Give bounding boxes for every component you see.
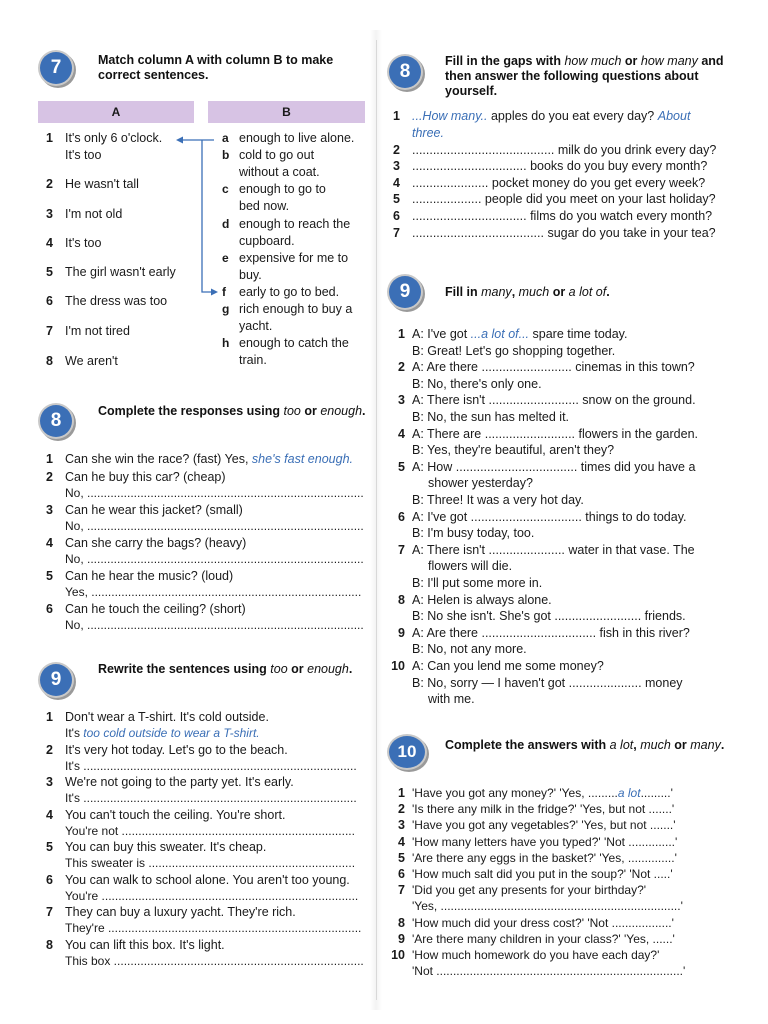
item-number: 4: [46, 807, 53, 822]
column-b-text: train.: [239, 353, 267, 367]
item-number: 2: [46, 470, 53, 484]
sentence-text: We're not going to the party yet. It's early.: [65, 775, 294, 789]
answer-text: 'How much salt did you put in the soup?' 'Not .....': [412, 867, 673, 881]
column-b-text: enough to reach the: [239, 217, 351, 231]
column-b-header: B: [208, 101, 365, 123]
question-text: ...How many.. apples do you eat every day? About: [412, 109, 691, 123]
item-number: 1: [398, 786, 405, 800]
item-number: 4: [398, 834, 405, 849]
item-number: 1: [46, 131, 53, 145]
item-number: 5: [393, 192, 400, 206]
item-number: 5: [46, 265, 53, 279]
speaker-b-text: B: I'll put some more in.: [412, 576, 543, 590]
question-text: ......................................... milk do you drink every day?: [412, 143, 717, 157]
answer-gap: No, ...................................................................................: [65, 519, 364, 533]
answer-gap: Yes, .................................................................................: [65, 585, 362, 599]
answer-gap: No, ...................................................................................: [65, 486, 364, 500]
item-number: 2: [398, 360, 405, 375]
item-number: 1: [46, 452, 53, 466]
item-number: 6: [398, 509, 405, 524]
column-b-text: enough to go to: [239, 182, 326, 196]
item-number: 4: [46, 236, 53, 250]
item-number: 3: [393, 159, 400, 173]
item-number: 1: [393, 109, 400, 123]
speaker-a-text: A: I've got ................................ things to do today.: [412, 509, 687, 524]
item-number: 7: [398, 542, 405, 557]
example-answer: too cold outside to wear a T-shirt.: [83, 726, 260, 740]
item-number: 7: [398, 883, 405, 898]
column-b-text: without a coat.: [239, 165, 320, 179]
speaker-b-text: with me.: [428, 692, 475, 707]
rewrite-gap: You're .............................................................................: [65, 888, 359, 903]
column-b-text: early to go to bed.: [239, 285, 340, 299]
column-a-text: The dress was too: [65, 294, 168, 308]
item-number: 6: [46, 872, 53, 887]
column-a-text: It's only 6 o'clock.: [65, 131, 163, 145]
sentence-text: You can lift this box. It's light.: [65, 937, 225, 952]
answer-text: 'Yes, ........................................................................': [412, 899, 683, 914]
speaker-b-text: B: Great! Let's go shopping together.: [412, 343, 616, 358]
item-number: 3: [46, 775, 53, 789]
item-number: 6: [393, 209, 400, 223]
item-number: 9: [398, 931, 405, 946]
sentence-text: You can buy this sweater. It's cheap.: [65, 840, 267, 854]
item-letter: c: [222, 182, 229, 196]
column-b-text: buy.: [239, 268, 262, 282]
sentence-text: You can't touch the ceiling. You're short.: [65, 807, 286, 822]
column-a-text: We aren't: [65, 354, 118, 368]
rewrite-gap: It's too cold outside to wear a T-shirt.: [65, 726, 260, 740]
item-number: 7: [46, 324, 53, 338]
item-number: 3: [46, 503, 53, 517]
answer-text: 'Are there many children in your class?' 'Yes, ......': [412, 931, 675, 946]
answer-text: 'How many letters have you typed?' 'Not ..............': [412, 834, 678, 849]
speaker-b-text: B: No, the sun has melted it.: [412, 410, 570, 424]
item-number: 8: [398, 915, 405, 930]
exercise-7-instruction: Match column A with column B to make correct sentences.: [98, 53, 334, 82]
answer-text: 'Have you got any money?' 'Yes, .........a lot.........': [412, 786, 673, 800]
column-b-text: enough to live alone.: [239, 131, 355, 145]
question-text: Can he wear this jacket? (small): [65, 503, 243, 517]
example-answer: she's fast enough.: [251, 452, 353, 466]
question-text: ...................................... sugar do you take in your tea?: [412, 226, 716, 240]
question-text: three.: [412, 126, 444, 140]
exercise-8a-instruction: Complete the responses using too or enough.: [98, 404, 366, 418]
item-number: 4: [393, 176, 400, 190]
exercise-10-badge: 10: [389, 736, 425, 768]
exercise-8b-instruction: Fill in the gaps with how much or how many and then answer the following questions about yourself.: [445, 54, 724, 98]
column-a-text: It's too: [65, 148, 102, 162]
item-number: 7: [393, 226, 400, 240]
column-b-text: yacht.: [239, 319, 273, 333]
item-number: 1: [46, 710, 53, 724]
sentence-text: They can buy a luxury yacht. They're rich.: [65, 905, 296, 919]
column-b-text: enough to catch the: [239, 336, 349, 350]
speaker-b-text: B: No, there's only one.: [412, 376, 542, 391]
sentence-text: It's very hot today. Let's go to the beach.: [65, 742, 288, 757]
sentence-text: Don't wear a T-shirt. It's cold outside.: [65, 710, 269, 724]
item-number: 9: [398, 625, 405, 640]
item-number: 4: [398, 426, 405, 441]
item-number: 6: [46, 602, 53, 616]
column-a-text: It's too: [65, 236, 102, 250]
rewrite-gap: It's ..................................................................................: [65, 758, 357, 773]
item-letter: h: [222, 336, 230, 350]
speaker-a-text: A: Helen is always alone.: [412, 592, 552, 607]
question-text: Can she carry the bags? (heavy): [65, 536, 247, 550]
item-number: 4: [46, 536, 53, 550]
item-letter: e: [222, 251, 229, 265]
speaker-a-text: shower yesterday?: [428, 476, 533, 491]
answer-text: 'Are there any eggs in the basket?' 'Yes, ..............': [412, 850, 677, 865]
item-number: 2: [46, 177, 53, 191]
item-number: 10: [391, 948, 405, 962]
speaker-a-text: A: There isn't .......................... snow on the ground.: [412, 393, 696, 408]
rewrite-gap: They're ............................................................................: [65, 921, 362, 935]
speaker-a-text: A: How ................................... times did you have a: [412, 459, 696, 474]
item-number: 6: [398, 867, 405, 881]
exercise-8a-badge: 8: [40, 405, 72, 437]
rewrite-gap: This sweater is ..............................................................: [65, 856, 356, 870]
answer-text: 'Did you get any presents for your birthday?': [412, 883, 647, 898]
question-text: ................................. books do you buy every month?: [412, 159, 708, 173]
rewrite-gap: It's ..................................................................................: [65, 791, 357, 805]
answer-text: 'Have you got any vegetables?' 'Yes, but not .......': [412, 818, 676, 833]
answer-gap: No, ...................................................................................: [65, 552, 364, 566]
item-number: 3: [46, 207, 53, 221]
item-number: 5: [398, 850, 405, 865]
answer-text: 'How much did your dress cost?' 'Not ..................': [412, 915, 674, 930]
speaker-b-text: B: I'm busy today, too.: [412, 526, 535, 541]
speaker-a-text: A: There isn't ...................... water in that vase. The: [412, 542, 695, 557]
answer-text: 'Not ..........................................................................': [412, 964, 686, 979]
item-number: 3: [398, 818, 405, 833]
column-a-text: I'm not old: [65, 207, 123, 221]
exercise-9a-badge: 9: [40, 664, 72, 696]
speaker-a-text: A: There are .......................... flowers in the garden.: [412, 426, 699, 441]
exercise-10-instruction: Complete the answers with a lot, much or many.: [445, 738, 725, 752]
rewrite-gap: You're not ......................................................................: [65, 823, 355, 838]
item-letter: b: [222, 148, 230, 162]
item-number: 3: [398, 393, 405, 408]
question-text: ................................. films do you watch every month?: [412, 209, 713, 223]
rewrite-gap: This box ...........................................................................: [65, 953, 364, 968]
item-number: 2: [393, 143, 400, 157]
speaker-b-text: B: Yes, they're beautiful, aren't they?: [412, 443, 615, 458]
item-letter: g: [222, 302, 230, 316]
item-number: 5: [398, 459, 405, 474]
answer-gap: No, ...................................................................................: [65, 618, 364, 632]
speaker-a-text: flowers will die.: [428, 559, 513, 574]
item-number: 7: [46, 905, 53, 919]
column-a-text: He wasn't tall: [65, 177, 139, 191]
item-number: 8: [46, 937, 53, 952]
item-number: 8: [46, 354, 53, 368]
item-number: 2: [398, 802, 405, 817]
question-text: Can he hear the music? (loud): [65, 569, 234, 583]
exercise-7-badge: 7: [40, 52, 72, 84]
speaker-b-text: B: Three! It was a very hot day.: [412, 493, 584, 507]
exercise-9a-instruction: Rewrite the sentences using too or enough.: [98, 662, 353, 676]
column-b-text: cold to go out: [239, 148, 315, 162]
column-a-text: I'm not tired: [65, 324, 130, 338]
column-b-text: rich enough to buy a: [239, 302, 353, 316]
item-letter: a: [222, 131, 229, 145]
column-b-text: cupboard.: [239, 234, 295, 248]
item-number: 2: [46, 742, 53, 757]
column-b-text: expensive for me to: [239, 251, 349, 265]
question-text: .................... people did you meet on your last holiday?: [412, 192, 716, 206]
exercise-9b-badge: 9: [389, 276, 421, 308]
item-number: 5: [46, 569, 53, 583]
speaker-a-text: A: I've got ...a lot of... spare time today.: [412, 327, 628, 341]
column-a-text: The girl wasn't early: [65, 265, 176, 279]
exercise-8b-badge: 8: [389, 56, 421, 88]
column-a-header: A: [38, 101, 194, 123]
question-text: Can he buy this car? (cheap): [65, 470, 226, 484]
speaker-b-text: B: No, sorry — I haven't got ..................... money: [412, 675, 683, 690]
item-number: 10: [391, 659, 405, 673]
answer-text: 'Is there any milk in the fridge?' 'Yes, but not .......': [412, 802, 675, 817]
speaker-a-text: A: Are there .......................... cinemas in this town?: [412, 360, 695, 375]
item-number: 8: [398, 592, 405, 607]
item-letter: f: [222, 285, 226, 299]
speaker-a-text: A: Are there ................................. fish in this river?: [412, 625, 690, 640]
answer-text: 'How much homework do you have each day?': [412, 948, 660, 962]
speaker-b-text: B: No she isn't. She's got ......................... friends.: [412, 609, 686, 624]
item-number: 6: [46, 294, 53, 308]
item-letter: d: [222, 217, 230, 231]
sentence-text: You can walk to school alone. You aren't too young.: [65, 872, 350, 887]
question-text: Can she win the race? (fast) Yes, she's fast enough.: [65, 452, 353, 466]
speaker-a-text: A: Can you lend me some money?: [412, 659, 604, 673]
speaker-b-text: B: No, not any more.: [412, 642, 527, 657]
exercise-9b-instruction: Fill in many, much or a lot of.: [445, 285, 610, 299]
item-number: 1: [398, 327, 405, 341]
column-b-text: bed now.: [239, 199, 290, 213]
question-text: Can he touch the ceiling? (short): [65, 602, 246, 616]
item-number: 5: [46, 840, 53, 854]
question-text: ...................... pocket money do you get every week?: [412, 176, 706, 190]
